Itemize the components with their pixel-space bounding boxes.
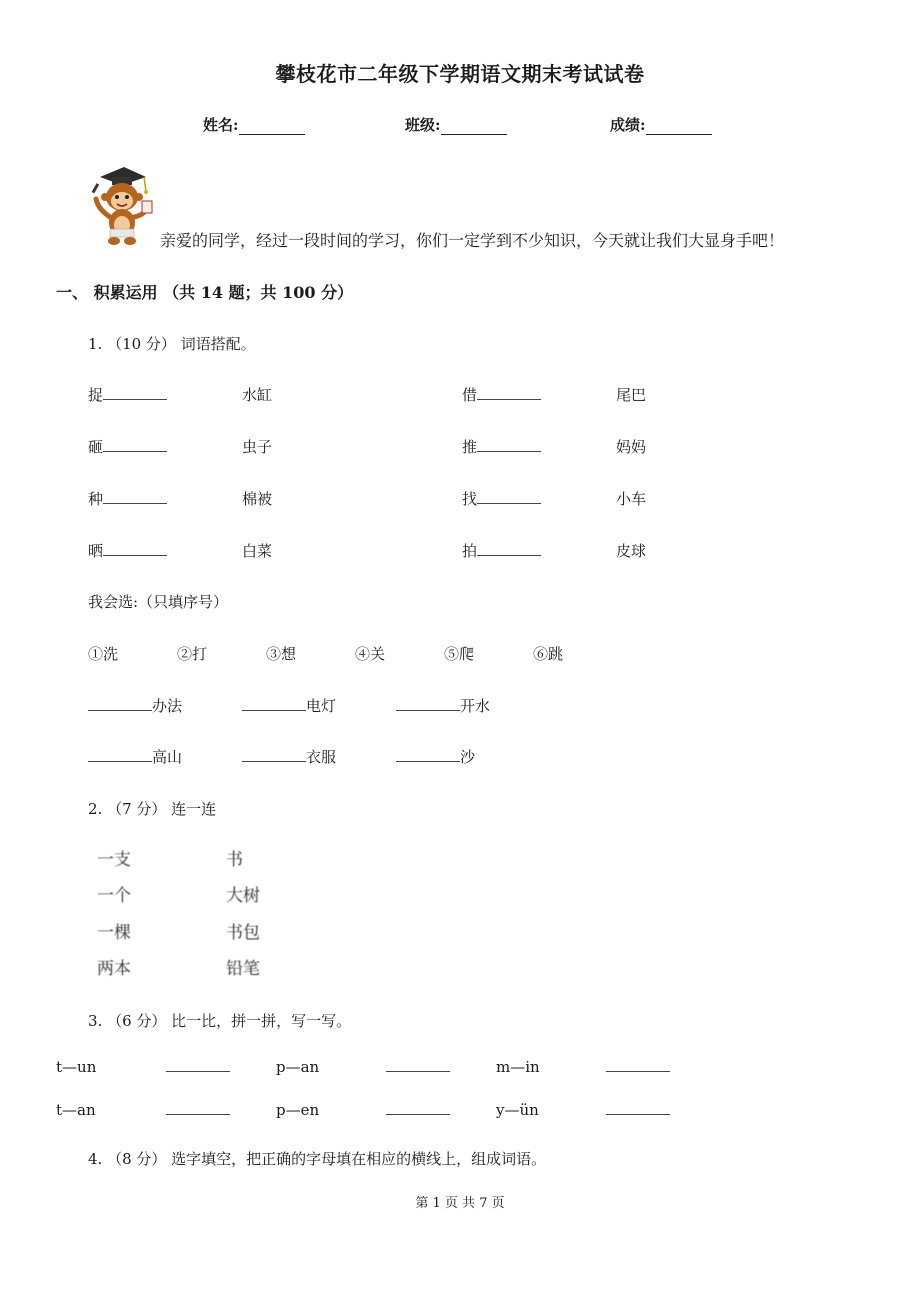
option-item: ⑥跳 [533, 645, 564, 663]
match-left-word: 拍 [462, 540, 541, 561]
answer-blank[interactable] [477, 439, 541, 452]
answer-blank[interactable] [396, 698, 460, 711]
monkey-scholar-icon [86, 163, 156, 249]
match-object: 小车 [616, 490, 647, 508]
page-number: 第 1 页 共 7 页 [415, 1196, 505, 1211]
pinyin-item: p—an [276, 1058, 320, 1076]
fill-item: 高山 [88, 746, 182, 767]
connect-left-item: 两本 [97, 959, 131, 979]
answer-blank[interactable] [103, 439, 167, 452]
pinyin-answer [166, 1058, 230, 1076]
answer-blank[interactable] [606, 1059, 670, 1072]
answer-blank[interactable] [88, 698, 152, 711]
class-blank[interactable] [441, 118, 507, 135]
page-title: 攀枝花市二年级下学期语文期末考试试卷 [275, 62, 645, 86]
match-left-word: 找 [462, 488, 541, 509]
pinyin-item: m—in [496, 1058, 540, 1076]
score-field [610, 114, 712, 135]
option-item: ⑤爬 [444, 645, 475, 663]
match-object: 妈妈 [616, 438, 647, 456]
match-left-word: 晒 [88, 540, 167, 561]
pinyin-answer [166, 1101, 230, 1119]
answer-blank[interactable] [88, 749, 152, 762]
match-left-word: 推 [462, 436, 541, 457]
fill-item: 电灯 [242, 695, 336, 716]
fill-item: 沙 [396, 746, 475, 767]
name-label: 姓名: [203, 116, 239, 134]
option-item: ④关 [355, 645, 386, 663]
match-object: 水缸 [242, 386, 273, 404]
pinyin-item: t—an [56, 1101, 96, 1119]
answer-blank[interactable] [103, 543, 167, 556]
option-item: ③想 [266, 645, 297, 663]
answer-blank[interactable] [477, 543, 541, 556]
question-4-heading: 4. （8 分） 选字填空，把正确的字母填在相应的横线上，组成词语。 [88, 1150, 547, 1168]
fill-item: 开水 [396, 695, 490, 716]
pinyin-item: y—ün [496, 1101, 539, 1119]
question-3-heading: 3. （6 分） 比一比，拼一拼，写一写。 [88, 1012, 352, 1030]
class-field [405, 114, 507, 135]
section-heading: 一、 积累运用 （共 14 题；共 100 分） [56, 283, 354, 302]
match-left-word: 砸 [88, 436, 167, 457]
score-blank[interactable] [646, 118, 712, 135]
match-left-word: 捉 [88, 384, 167, 405]
answer-blank[interactable] [103, 491, 167, 504]
answer-blank[interactable] [606, 1102, 670, 1115]
question-2-heading: 2. （7 分） 连一连 [88, 800, 217, 818]
class-label: 班级: [405, 116, 441, 134]
option-item: ①洗 [88, 645, 119, 663]
answer-blank[interactable] [386, 1059, 450, 1072]
answer-blank[interactable] [396, 749, 460, 762]
connect-right-item: 书 [226, 850, 243, 870]
pinyin-answer [606, 1101, 670, 1119]
answer-blank[interactable] [386, 1102, 450, 1115]
answer-blank[interactable] [477, 491, 541, 504]
pinyin-item: t—un [56, 1058, 97, 1076]
connect-right-item: 大树 [226, 886, 260, 906]
pinyin-answer [386, 1101, 450, 1119]
fill-item: 办法 [88, 695, 182, 716]
pinyin-item: p—en [276, 1101, 320, 1119]
question-1-heading: 1. （10 分） 词语搭配。 [88, 335, 256, 353]
match-object: 棉被 [242, 490, 273, 508]
choose-label: 我会选:（只填序号） [88, 593, 229, 611]
fill-item: 衣服 [242, 746, 336, 767]
match-object: 皮球 [616, 542, 647, 560]
answer-blank[interactable] [166, 1102, 230, 1115]
name-blank[interactable] [239, 118, 305, 135]
connect-left-item: 一棵 [97, 923, 131, 943]
connect-left-item: 一支 [97, 850, 131, 870]
score-label: 成绩: [610, 116, 646, 134]
connect-left-item: 一个 [97, 886, 131, 906]
match-object: 尾巴 [616, 386, 647, 404]
greeting-text: 亲爱的同学，经过一段时间的学习，你们一定学到不少知识，今天就让我们大显身手吧！ [160, 231, 785, 250]
match-left-word: 种 [88, 488, 167, 509]
name-field [203, 114, 305, 135]
match-object: 白菜 [242, 542, 273, 560]
answer-blank[interactable] [103, 387, 167, 400]
match-object: 虫子 [242, 438, 273, 456]
connect-right-item: 铅笔 [226, 959, 260, 979]
pinyin-answer [386, 1058, 450, 1076]
answer-blank[interactable] [242, 698, 306, 711]
answer-blank[interactable] [242, 749, 306, 762]
pinyin-answer [606, 1058, 670, 1076]
match-left-word: 借 [462, 384, 541, 405]
answer-blank[interactable] [477, 387, 541, 400]
connect-right-item: 书包 [226, 923, 260, 943]
answer-blank[interactable] [166, 1059, 230, 1072]
option-item: ②打 [177, 645, 208, 663]
